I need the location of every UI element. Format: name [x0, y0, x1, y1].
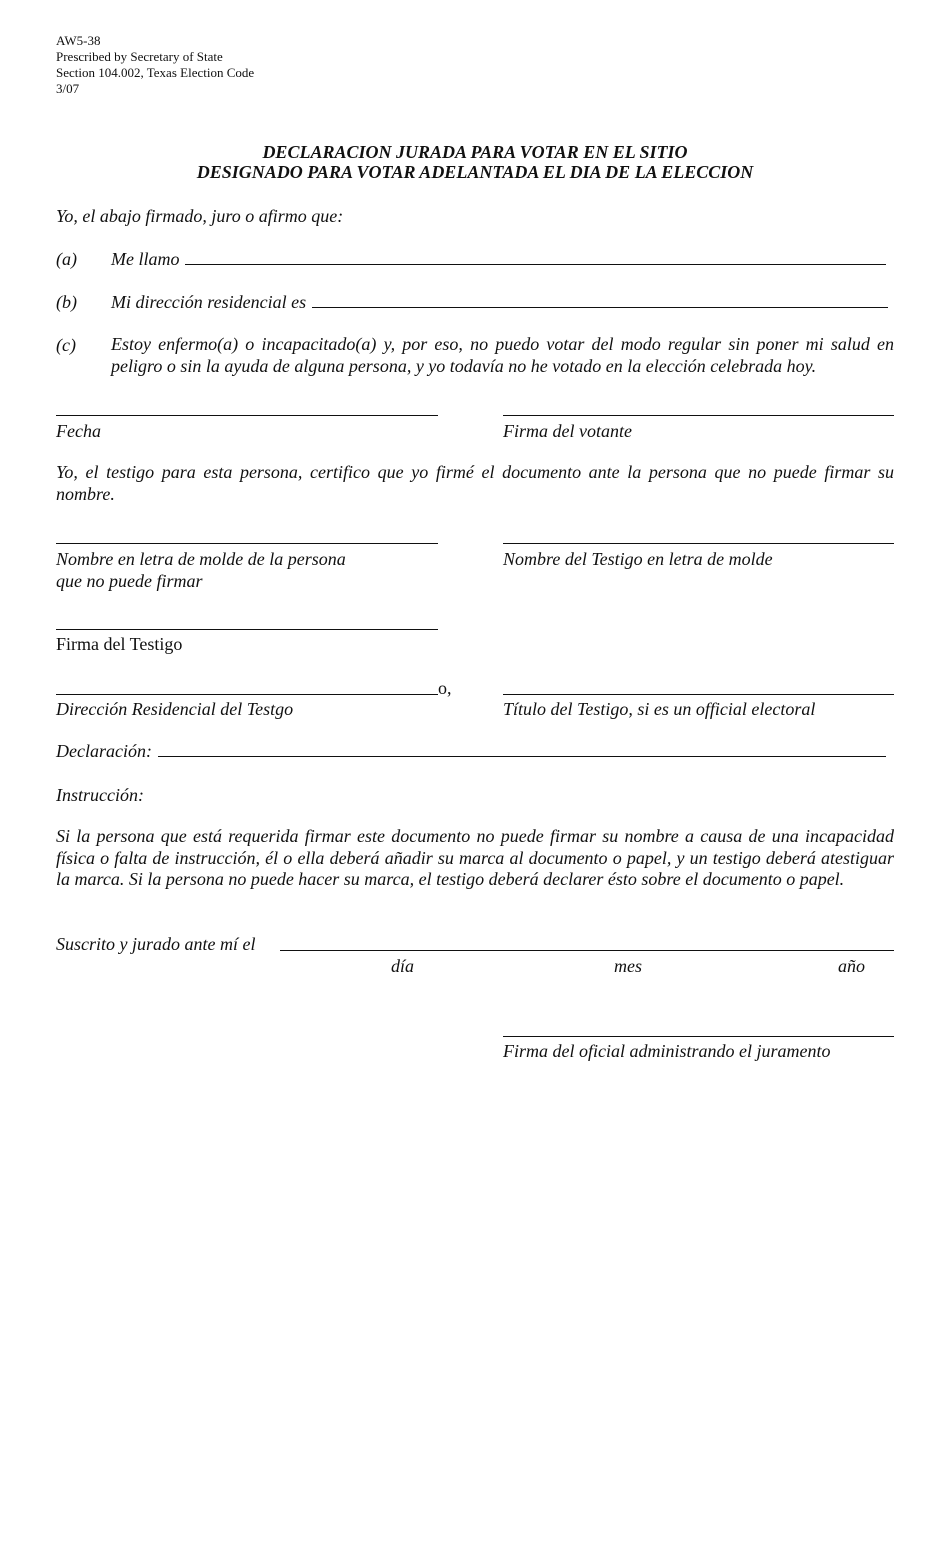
oath-label: Suscrito y jurado ante mí el [56, 934, 256, 954]
form-date: 3/07 [56, 81, 80, 96]
official-signature-line[interactable] [503, 1036, 894, 1037]
intro-text: Yo, el abajo firmado, juro o afirmo que: [56, 206, 344, 226]
address-input-line[interactable] [312, 293, 888, 308]
name-field-row [111, 248, 886, 270]
item-a-marker: (a) [56, 249, 77, 269]
witness-address-label: Dirección Residencial del Testgo [56, 699, 294, 719]
item-b-marker: (b) [56, 292, 77, 312]
form-header [56, 33, 254, 97]
date-signature-line[interactable] [56, 415, 438, 416]
person-name-label-line-1: Nombre en letra de molde de la persona [56, 549, 346, 569]
person-name-label-line-2: que no puede firmar [56, 571, 203, 591]
official-signature-label: Firma del oficial administrando el juramento [503, 1041, 831, 1061]
declaration-input-line[interactable] [158, 742, 886, 757]
declaration-field-row [56, 740, 886, 762]
title-line-1: DECLARACION JURADA PARA VOTAR EN EL SITIO [262, 142, 688, 162]
address-field-row [111, 291, 888, 313]
witness-name-label: Nombre del Testigo en letra de molde [503, 549, 773, 569]
oath-date-line[interactable] [280, 950, 894, 951]
person-name-line[interactable] [56, 543, 438, 544]
voter-signature-line[interactable] [503, 415, 894, 416]
address-label: Mi dirección residencial es [111, 292, 307, 312]
witness-statement: Yo, el testigo para esta persona, certifico que yo firmé el documento ante la persona que no puede firmar su nombre. [56, 462, 894, 504]
declaration-label: Declaración: [56, 741, 152, 761]
form-id: AW5-38 [56, 33, 101, 48]
witness-title-line[interactable] [503, 694, 894, 695]
prescribed-by: Prescribed by Secretary of State [56, 49, 223, 64]
oath-month-label: mes [614, 956, 642, 976]
title-line-2: DESIGNADO PARA VOTAR ADELANTADA EL DIA DE LA ELECCION [196, 162, 754, 182]
item-c-statement: Estoy enfermo(a) o incapacitado(a) y, por eso, no puedo votar del modo regular sin poner mi salud en peligro o sin la ayuda de alguna persona, y yo todavía no he votado en la elección celebrada hoy. [111, 334, 894, 376]
name-label: Me llamo [111, 249, 180, 269]
instruction-label: Instrucción: [56, 785, 144, 805]
oath-day-label: día [391, 956, 415, 976]
document-title [0, 142, 950, 182]
item-c-marker: (c) [56, 335, 76, 355]
instruction-text: Si la persona que está requerida firmar este documento no puede firmar su nombre a causa de una incapacidad física o falta de instrucción, él o ella deberá añadir su marca al documento o papel, y un testigo deberá atestiguar la marca. Si la persona no puede hacer su marca, el testigo deberá declarer ésto sobre el documento o papel. [56, 826, 894, 889]
witness-signature-label: Firma del Testigo [56, 634, 183, 654]
legal-section: Section 104.002, Texas Election Code [56, 65, 255, 80]
witness-signature-line[interactable] [56, 629, 438, 630]
date-label: Fecha [56, 421, 101, 441]
witness-address-line[interactable] [56, 694, 438, 695]
voter-signature-label: Firma del votante [503, 421, 632, 441]
or-separator: o, [438, 678, 452, 698]
name-input-line[interactable] [185, 250, 886, 265]
person-name-label [56, 548, 346, 592]
witness-title-label: Título del Testigo, si es un official electoral [503, 699, 816, 719]
witness-name-line[interactable] [503, 543, 894, 544]
oath-year-label: año [838, 956, 865, 976]
